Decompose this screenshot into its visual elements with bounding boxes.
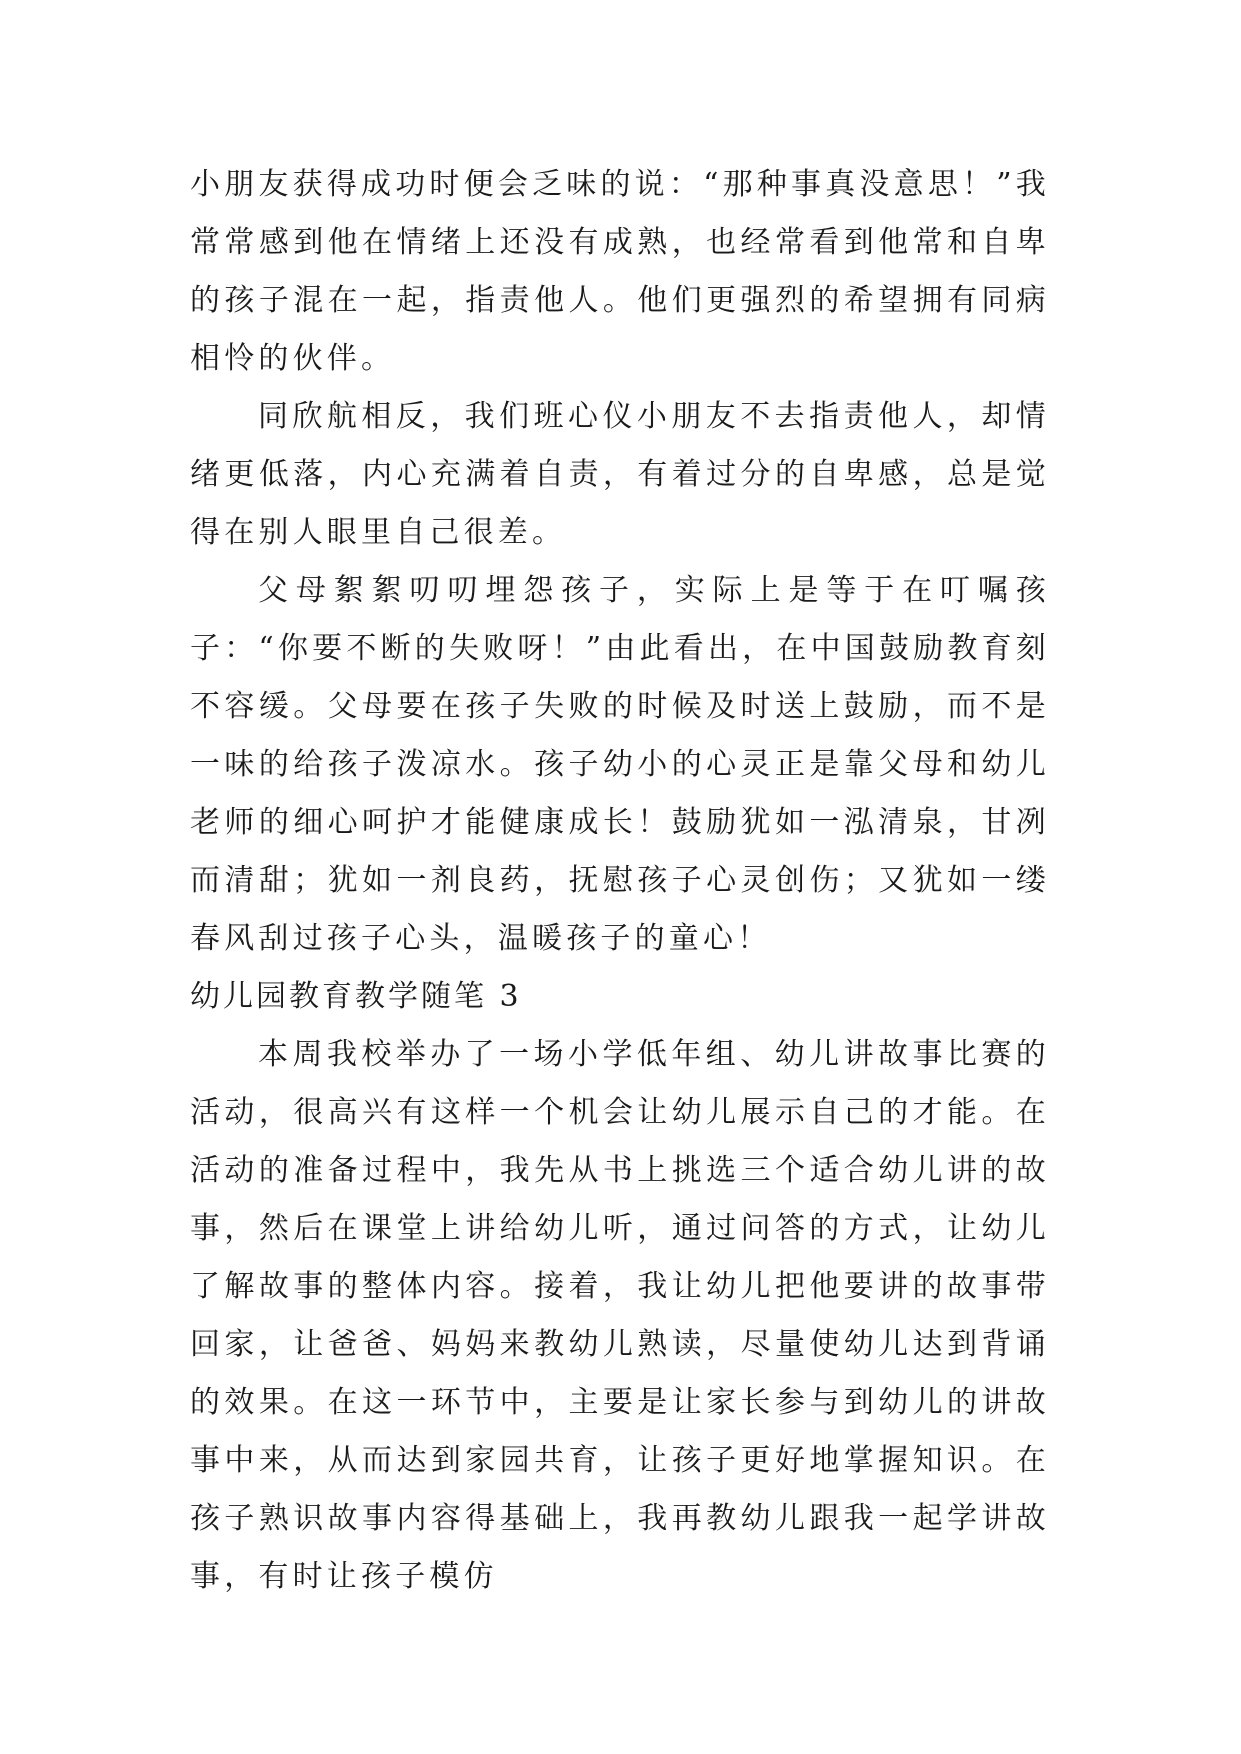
paragraph: 本周我校举办了一场小学低年组、幼儿讲故事比赛的活动，很高兴有这样一个机会让幼儿展示自己的才能。在活动的准备过程中，我先从书上挑选三个适合幼儿讲的故事，然后在课堂上讲给幼儿听，通过问答的方式，让幼儿了解故事的整体内容。接着，我让幼儿把他要讲的故事带回家，让爸爸、妈妈来教幼儿熟读，尽量使幼儿达到背诵的效果。在这一环节中，主要是让家长参与到幼儿的讲故事中来，从而达到家园共育，让孩子更好地掌握知识。在孩子熟识故事内容得基础上，我再教幼儿跟我一起学讲故事，有时让孩子模仿 (190, 1037, 1050, 1594)
paragraph: 父母絮絮叨叨埋怨孩子，实际上是等于在叮嘱孩子：“你要不断的失败呀！”由此看出，在中国鼓励教育刻不容缓。父母要在孩子失败的时候及时送上鼓励，而不是一味的给孩子泼凉水。孩子幼小的心灵正是靠父母和幼儿老师的细心呵护才能健康成长！鼓励犹如一泓清泉，甘冽而清甜；犹如一剂良药，抚慰孩子心灵创伤；又犹如一缕春风刮过孩子心头，温暖孩子的童心！ (190, 573, 1050, 956)
paragraph-continuation: 小朋友获得成功时便会乏味的说：“那种事真没意思！”我常常感到他在情绪上还没有成熟，也经常看到他常和自卑的孩子混在一起，指责他人。他们更强烈的希望拥有同病相怜的伙伴。 (190, 167, 1050, 376)
section-heading: 幼儿园教育教学随笔 3 (190, 979, 522, 1014)
paragraph: 同欣航相反，我们班心仪小朋友不去指责他人，却情绪更低落，内心充满着自责，有着过分的自卑感，总是觉得在别人眼里自己很差。 (190, 399, 1050, 550)
document-body (190, 156, 1050, 1606)
